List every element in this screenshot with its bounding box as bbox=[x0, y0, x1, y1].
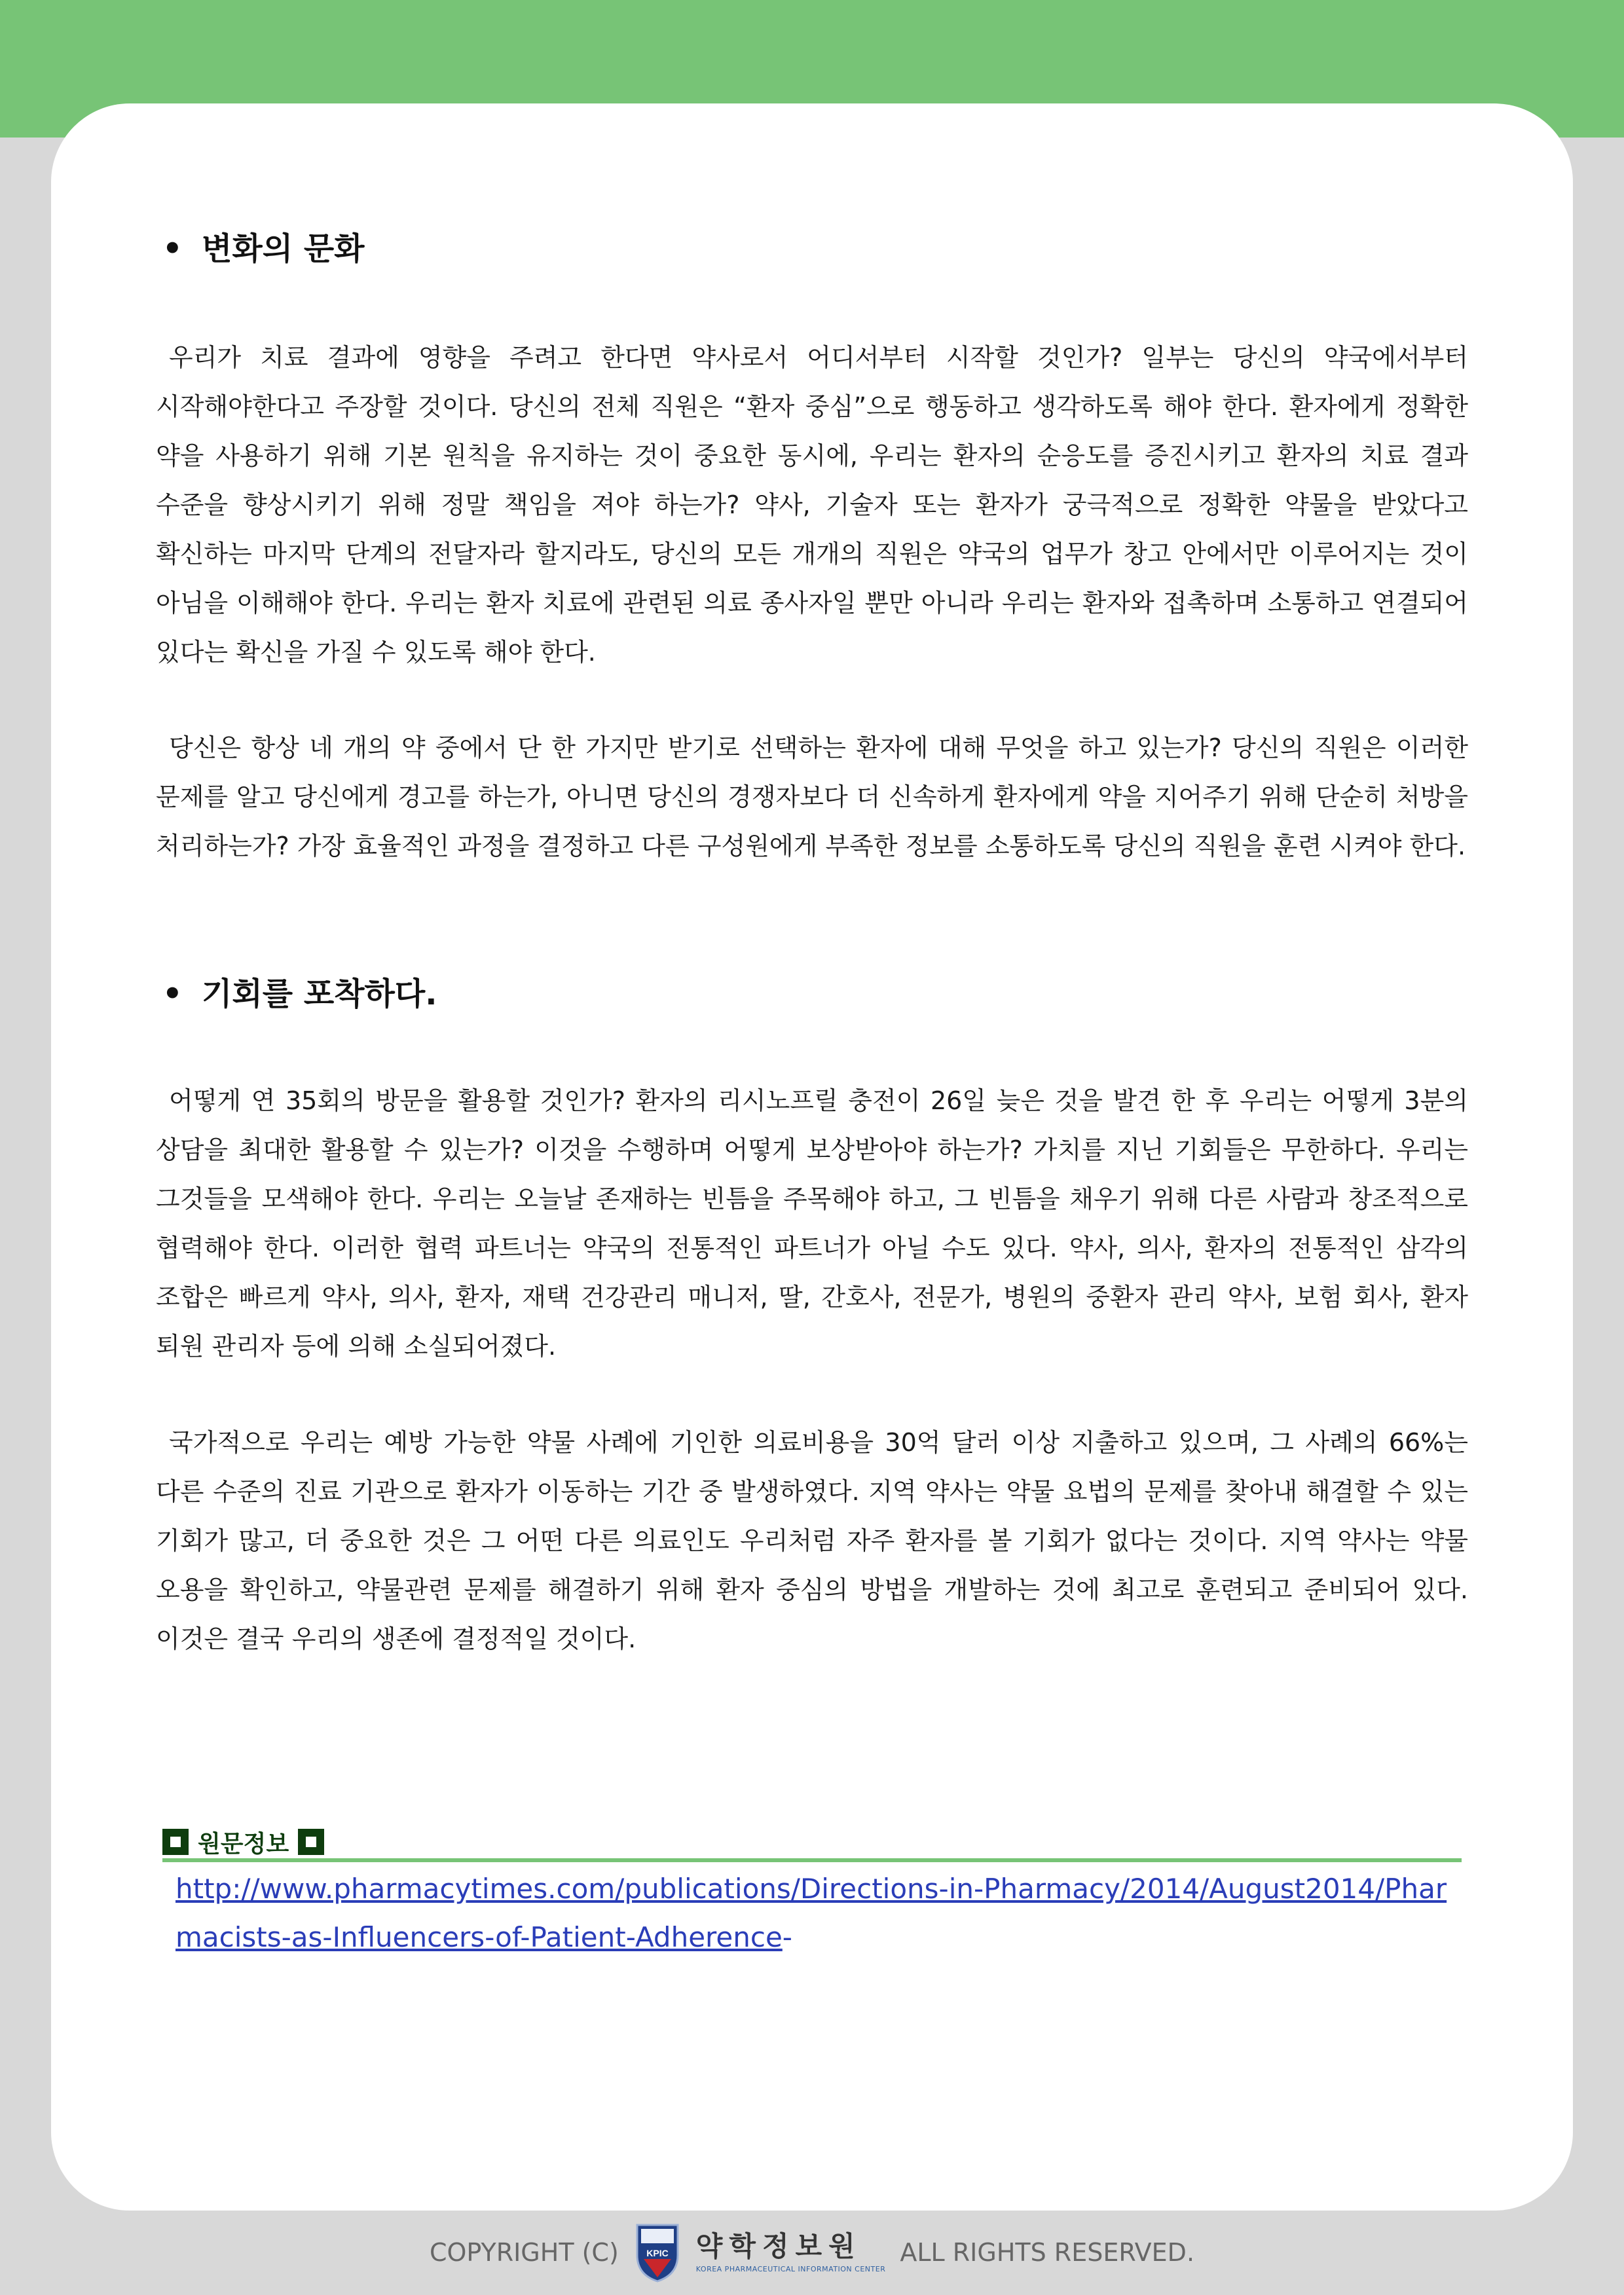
footer-copyright-right: ALL RIGHTS RESERVED. bbox=[900, 2238, 1195, 2267]
bullet-icon: • bbox=[162, 976, 183, 1012]
source-info-label bbox=[162, 1822, 324, 1862]
source-url-trailing: - bbox=[782, 1921, 792, 1953]
bullet-icon: • bbox=[162, 230, 183, 267]
footer-copyright-left: COPYRIGHT (C) bbox=[429, 2238, 619, 2267]
source-label-text: 원문정보 bbox=[198, 1830, 289, 1858]
kpic-logo bbox=[695, 2230, 886, 2273]
footer bbox=[0, 2220, 1624, 2285]
section-heading-culture-of-change bbox=[162, 230, 365, 267]
source-divider bbox=[162, 1858, 1462, 1862]
kpic-badge-text: KPIC bbox=[646, 2248, 669, 2258]
paragraph-1: 우리가 치료 결과에 영향을 주려고 한다면 약사로서 어디서부터 시작할 것인가? 일부는 당신의 약국에서부터 시작해야한다고 주장할 것이다. 당신의 전체 직원은 “환자 중심”으로 행동하고 생각하도록 해야 한다. 환자에게 정확한 약을 사용하기 위해 기본 원칙을 유지하는 것이 중요한 동시에, 우리는 환자의 순응도를 증진시키고 환자의 치료 결과 수준을 향상시키기 위해 정말 책임을 져야 하는가? 약사, 기술자 또는 환자가 궁극적으로 정확한 약물을 받았다고 확신하는 마지막 단계의 전달자라 할지라도, 당신의 모든 개개의 직원은 약국의 업무가 창고 안에서만 이루어지는 것이 아님을 이해해야 한다. 우리는 환자 치료에 관련된 의료 종사자일 뿐만 아니라 우리는 환자와 접촉하며 소통하고 연결되어 있다는 확신을 가질 수 있도록 해야 한다. bbox=[156, 343, 1468, 667]
paragraph-4: 국가적으로 우리는 예방 가능한 약물 사례에 기인한 의료비용을 30억 달러 이상 지출하고 있으며, 그 사례의 66%는 다른 수준의 진료 기관으로 환자가 이동하는 기간 중 발생하였다. 지역 약사는 약물 요법의 문제를 찾아내 해결할 수 있는 기회가 많고, 더 중요한 것은 그 어떤 다른 의료인도 우리처럼 자주 환자를 볼 기회가 없다는 것이다. 지역 약사는 약물 오용을 확인하고, 약물관련 문제를 해결하기 위해 환자 중심의 방법을 개발하는 것에 최고로 훈련되고 준비되어 있다. 이것은 결국 우리의 생존에 결정적일 것이다. bbox=[156, 1428, 1468, 1653]
source-url-link[interactable]: http://www.pharmacytimes.com/publications/Directions-in-Pharmacy/2014/August2014/Pharmacists-as-Influencers-of-Patient-Adherence bbox=[175, 1873, 1447, 1953]
paragraph-2: 당신은 항상 네 개의 약 중에서 단 한 가지만 받기로 선택하는 환자에 대해 무엇을 하고 있는가? 당신의 직원은 이러한 문제를 알고 당신에게 경고를 하는가, 아니면 당신의 경쟁자보다 더 신속하게 환자에게 약을 지어주기 위해 단순히 처방을 처리하는가? 가장 효율적인 과정을 결정하고 다른 구성원에게 부족한 정보를 소통하도록 당신의 직원을 훈련 시켜야 한다. bbox=[156, 733, 1468, 860]
source-link-block bbox=[175, 1865, 1459, 1962]
logo-korean-name: 약학정보원 bbox=[695, 2230, 862, 2262]
section-heading-seize-opportunity bbox=[162, 978, 437, 1010]
square-bullet-icon bbox=[298, 1829, 324, 1855]
kpic-shield-icon bbox=[633, 2221, 682, 2284]
logo-english-name: KOREA PHARMACEUTICAL INFORMATION CENTER bbox=[695, 2264, 886, 2273]
section-heading-text: 변화의 문화 bbox=[202, 230, 365, 267]
section-heading-text: 기회를 포착하다. bbox=[202, 976, 437, 1012]
paragraph-3: 어떻게 연 35회의 방문을 활용할 것인가? 환자의 리시노프릴 충전이 26일 늦은 것을 발견 한 후 우리는 어떻게 3분의 상담을 최대한 활용할 수 있는가? 이것을 수행하며 어떻게 보상받아야 하는가? 가치를 지닌 기회들은 무한하다. 우리는 그것들을 모색해야 한다. 우리는 오늘날 존재하는 빈틈을 주목해야 하고, 그 빈틈을 채우기 위해 다른 사람과 창조적으로 협력해야 한다. 이러한 협력 파트너는 약국의 전통적인 파트너가 아닐 수도 있다. 약사, 의사, 환자의 전통적인 삼각의 조합은 빠르게 약사, 의사, 환자, 재택 건강관리 매니저, 딸, 간호사, 전문가, 병원의 중환자 관리 약사, 보험 회사, 환자 퇴원 관리자 등에 의해 소실되어졌다. bbox=[156, 1086, 1468, 1361]
square-bullet-icon bbox=[162, 1829, 189, 1855]
